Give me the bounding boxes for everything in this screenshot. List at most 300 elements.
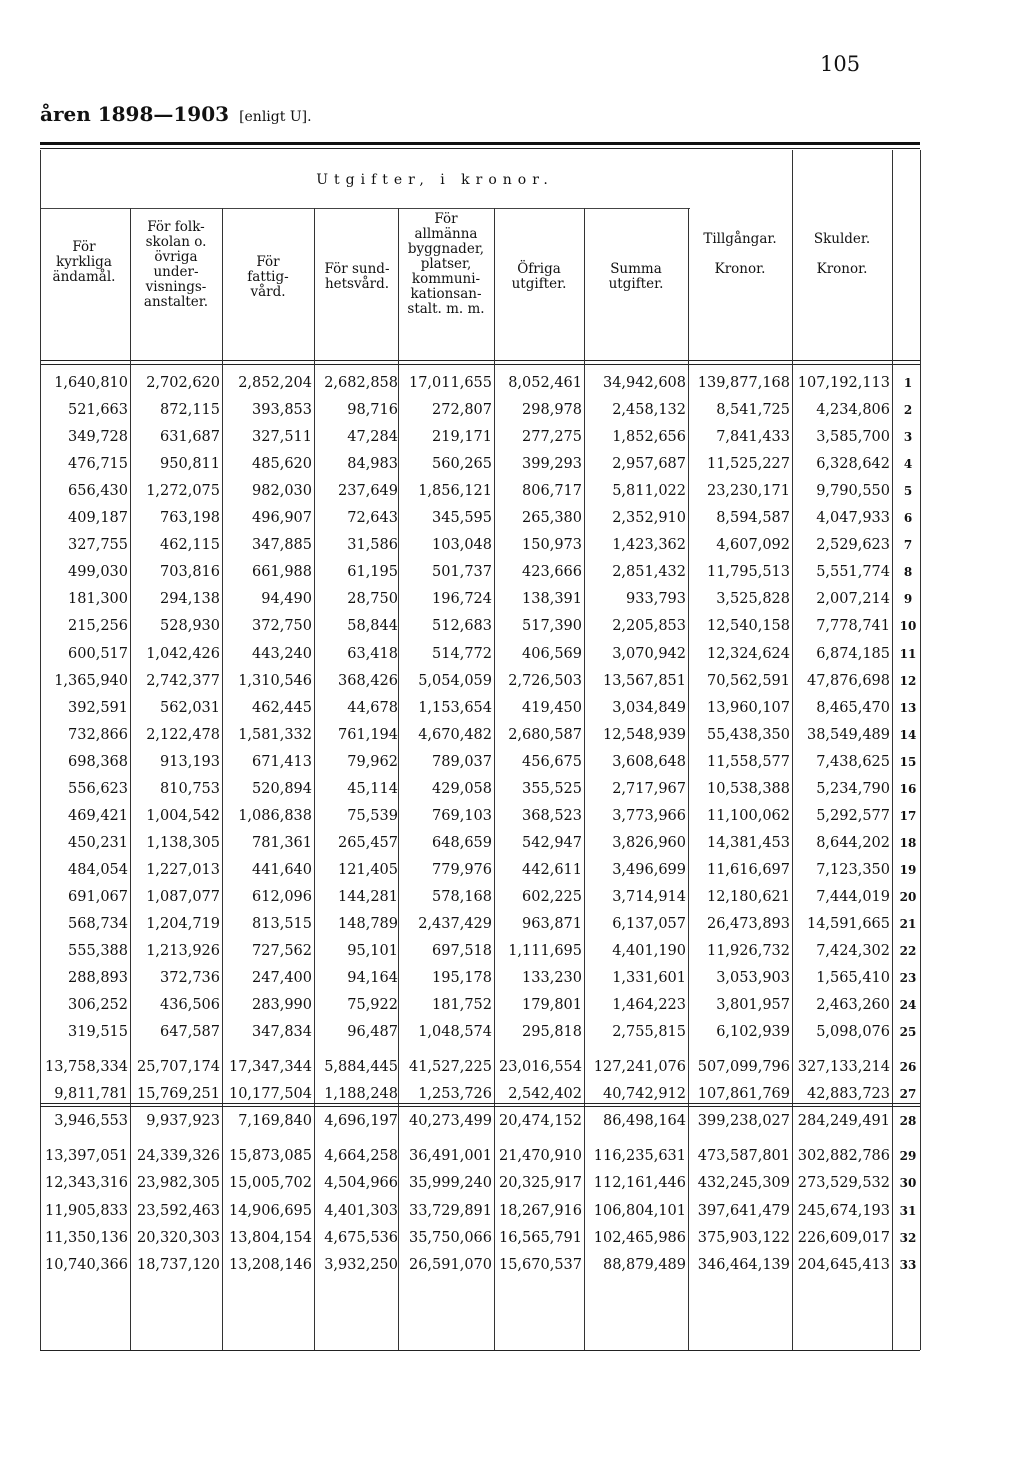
table-cell: 349,728 — [68, 429, 128, 446]
bottom-rule — [40, 1350, 920, 1351]
table-cell: 150,973 — [522, 537, 582, 554]
table-cell: 10,177,504 — [228, 1086, 312, 1103]
table-cell: 95,101 — [347, 943, 398, 960]
table-cell: 11,905,833 — [44, 1202, 128, 1219]
table-cell: 5,551,774 — [816, 564, 890, 581]
table-cell: 144,281 — [338, 888, 398, 905]
table-cell: 245,674,193 — [797, 1202, 890, 1219]
table-cell: 1,111,695 — [508, 943, 582, 960]
table-cell: 8,594,587 — [716, 510, 790, 527]
table-row — [0, 992, 1024, 1019]
table-cell: 442,611 — [522, 861, 582, 878]
table-cell: 70,562,591 — [706, 672, 790, 689]
table-row — [0, 857, 1024, 884]
table-cell: 31,586 — [347, 537, 398, 554]
table-cell: 6,874,185 — [816, 645, 890, 662]
table-cell: 8,644,202 — [816, 834, 890, 851]
row-number: 8 — [903, 565, 913, 580]
table-cell: 47,284 — [347, 429, 398, 446]
table-cell: 469,421 — [68, 807, 128, 824]
table-row — [0, 776, 1024, 803]
table-cell: 2,702,620 — [146, 375, 220, 391]
row-number: 13 — [899, 700, 917, 715]
top-rule — [40, 142, 920, 145]
header-allmanna-byggnader: För allmänna byggnader, platser, kommuni- kationsan- stalt. m. m. — [407, 211, 485, 317]
table-cell: 441,640 — [252, 861, 312, 878]
header-folkskolan: För folk- skolan o. övriga under- visnings- anstalter. — [143, 219, 209, 310]
table-row — [0, 370, 1024, 397]
table-row — [0, 911, 1024, 938]
table-cell: 25,707,174 — [136, 1059, 220, 1076]
row-number: 29 — [899, 1149, 917, 1164]
table-cell: 23,230,171 — [706, 483, 790, 500]
row-number: 28 — [899, 1114, 917, 1129]
table-cell: 3,801,957 — [716, 997, 790, 1014]
row-number: 24 — [899, 998, 917, 1013]
table-cell: 294,138 — [160, 591, 220, 608]
table-cell: 11,525,227 — [706, 456, 790, 473]
table-cell: 1,272,075 — [146, 483, 220, 500]
table-cell: 204,645,413 — [797, 1256, 890, 1273]
table-cell: 462,115 — [160, 537, 220, 554]
table-cell: 5,054,059 — [418, 672, 492, 689]
table-cell: 14,381,453 — [706, 834, 790, 851]
table-row — [0, 505, 1024, 532]
table-cell: 671,413 — [252, 753, 312, 770]
table-cell: 319,515 — [68, 1024, 128, 1041]
table-cell: 18,737,120 — [136, 1256, 220, 1273]
table-row — [0, 532, 1024, 559]
table-cell: 3,053,903 — [716, 970, 790, 987]
table-cell: 3,070,942 — [612, 645, 686, 662]
table-cell: 436,506 — [160, 997, 220, 1014]
table-cell: 295,818 — [522, 1024, 582, 1041]
table-cell: 562,031 — [160, 699, 220, 716]
table-row — [0, 884, 1024, 911]
table-cell: 781,361 — [252, 834, 312, 851]
table-row — [0, 1108, 1024, 1135]
table-cell: 4,670,482 — [418, 726, 492, 743]
table-cell: 9,937,923 — [146, 1113, 220, 1130]
table-cell: 7,438,625 — [816, 753, 890, 770]
row-number: 10 — [899, 619, 917, 634]
table-cell: 103,048 — [432, 537, 492, 554]
header-sundhetsvard: För sund- hetsvård. — [324, 261, 390, 292]
table-cell: 1,048,574 — [418, 1024, 492, 1041]
table-cell: 10,538,388 — [706, 780, 790, 797]
table-cell: 2,542,402 — [508, 1086, 582, 1103]
table-cell: 4,401,303 — [324, 1202, 398, 1219]
table-cell: 12,548,939 — [602, 726, 686, 743]
table-cell: 347,834 — [252, 1024, 312, 1041]
table-cell: 485,620 — [252, 456, 312, 473]
table-cell: 2,205,853 — [612, 618, 686, 635]
table-cell: 34,942,608 — [602, 375, 686, 391]
table-cell: 1,565,410 — [816, 970, 890, 987]
table-cell: 7,778,741 — [816, 618, 890, 635]
table-cell: 355,525 — [522, 780, 582, 797]
table-cell: 450,231 — [68, 834, 128, 851]
table-cell: 542,947 — [522, 834, 582, 851]
table-cell: 133,230 — [522, 970, 582, 987]
row-number: 7 — [903, 538, 913, 553]
table-cell: 1,581,332 — [238, 726, 312, 743]
table-cell: 520,894 — [252, 780, 312, 797]
row-number: 6 — [903, 511, 913, 526]
top-rule-thin — [40, 148, 920, 149]
table-cell: 3,826,960 — [612, 834, 686, 851]
table-cell: 14,591,665 — [806, 916, 890, 932]
table-cell: 272,807 — [432, 402, 492, 419]
table-cell: 1,253,726 — [418, 1086, 492, 1103]
table-cell: 399,293 — [522, 456, 582, 473]
table-cell: 40,273,499 — [408, 1113, 492, 1130]
table-cell: 94,164 — [347, 970, 398, 987]
table-row — [0, 1252, 1024, 1279]
table-cell: 698,368 — [68, 753, 128, 770]
table-cell: 102,465,986 — [593, 1229, 686, 1246]
table-cell: 94,490 — [261, 591, 312, 608]
table-cell: 106,804,101 — [593, 1202, 686, 1219]
table-cell: 4,696,197 — [324, 1113, 398, 1130]
table-cell: 2,957,687 — [612, 456, 686, 473]
table-cell: 23,982,305 — [136, 1175, 220, 1192]
table-cell: 61,195 — [347, 564, 398, 581]
table-cell: 7,444,019 — [816, 888, 890, 905]
table-cell: 2,122,478 — [146, 726, 220, 743]
table-cell: 806,717 — [522, 483, 582, 500]
table-cell: 423,666 — [522, 564, 582, 581]
table-cell: 11,558,577 — [706, 753, 790, 770]
table-cell: 12,540,158 — [706, 618, 790, 635]
table-cell: 2,755,815 — [612, 1024, 686, 1041]
table-cell: 5,811,022 — [612, 483, 686, 500]
table-cell: 1,153,654 — [418, 699, 492, 716]
row-number: 17 — [899, 808, 917, 823]
table-cell: 7,169,840 — [238, 1113, 312, 1130]
table-cell: 1,086,838 — [238, 807, 312, 824]
table-cell: 372,750 — [252, 618, 312, 635]
table-cell: 8,052,461 — [508, 375, 582, 391]
row-number: 20 — [899, 889, 917, 904]
row-number: 15 — [899, 754, 917, 769]
table-cell: 3,946,553 — [54, 1113, 128, 1130]
summary-rule — [40, 1103, 920, 1104]
row-number: 32 — [899, 1230, 917, 1245]
table-cell: 283,990 — [252, 997, 312, 1014]
table-row — [0, 1198, 1024, 1225]
table-cell: 1,852,656 — [612, 429, 686, 446]
table-cell: 96,487 — [347, 1024, 398, 1041]
table-cell: 443,240 — [252, 645, 312, 662]
table-cell: 4,664,258 — [324, 1148, 398, 1165]
table-cell: 393,853 — [252, 402, 312, 419]
table-cell: 265,457 — [338, 834, 398, 851]
table-cell: 2,463,260 — [816, 997, 890, 1014]
table-cell: 2,742,377 — [146, 672, 220, 689]
table-cell: 55,438,350 — [706, 726, 790, 743]
table-cell: 20,474,152 — [498, 1113, 582, 1130]
header-ofriga-utgifter: Öfriga utgifter. — [511, 261, 567, 292]
table-cell: 3,714,914 — [612, 888, 686, 905]
table-cell: 10,740,366 — [44, 1256, 128, 1273]
table-cell: 517,390 — [522, 618, 582, 635]
table-cell: 215,256 — [68, 618, 128, 635]
table-cell: 1,423,362 — [612, 537, 686, 554]
table-cell: 399,238,027 — [697, 1113, 790, 1130]
table-cell: 2,352,910 — [612, 510, 686, 527]
table-cell: 11,795,513 — [706, 564, 790, 581]
table-cell: 23,016,554 — [498, 1059, 582, 1076]
table-cell: 727,562 — [252, 943, 312, 960]
table-cell: 1,856,121 — [418, 483, 492, 500]
row-number: 23 — [899, 971, 917, 986]
table-cell: 397,641,479 — [697, 1202, 790, 1219]
table-cell: 345,595 — [432, 510, 492, 527]
row-number: 16 — [899, 781, 917, 796]
table-cell: 5,098,076 — [816, 1024, 890, 1041]
table-row — [0, 478, 1024, 505]
table-cell: 288,893 — [68, 970, 128, 987]
table-row — [0, 749, 1024, 776]
table-cell: 16,565,791 — [498, 1229, 582, 1246]
table-cell: 3,034,849 — [612, 699, 686, 716]
table-cell: 2,437,429 — [418, 916, 492, 932]
table-row — [0, 695, 1024, 722]
table-cell: 24,339,326 — [136, 1148, 220, 1165]
table-row — [0, 1143, 1024, 1170]
table-cell: 3,585,700 — [816, 429, 890, 446]
table-row — [0, 1225, 1024, 1252]
row-number: 5 — [903, 484, 913, 499]
table-cell: 5,884,445 — [324, 1059, 398, 1076]
table-cell: 514,772 — [432, 645, 492, 662]
table-cell: 3,773,966 — [612, 807, 686, 824]
table-cell: 265,380 — [522, 510, 582, 527]
table-cell: 181,752 — [432, 997, 492, 1014]
table-row — [0, 830, 1024, 857]
table-cell: 107,192,113 — [797, 375, 890, 391]
table-cell: 28,750 — [347, 591, 398, 608]
table-cell: 112,161,446 — [593, 1175, 686, 1192]
table-cell: 237,649 — [338, 483, 398, 500]
table-cell: 138,391 — [522, 591, 582, 608]
table-cell: 656,430 — [68, 483, 128, 500]
group-header-rule — [40, 208, 690, 209]
table-cell: 219,171 — [432, 429, 492, 446]
table-cell: 769,103 — [432, 807, 492, 824]
table-cell: 13,397,051 — [44, 1148, 128, 1165]
table-cell: 950,811 — [160, 456, 220, 473]
table-cell: 6,102,939 — [716, 1024, 790, 1041]
row-number: 25 — [899, 1025, 917, 1040]
page-number: 105 — [820, 52, 861, 76]
table-cell: 432,245,309 — [697, 1175, 790, 1192]
table-cell: 473,587,801 — [697, 1148, 790, 1165]
table-cell: 26,473,893 — [706, 916, 790, 932]
table-cell: 2,852,204 — [238, 375, 312, 391]
table-cell: 11,100,062 — [706, 807, 790, 824]
table-cell: 1,188,248 — [324, 1086, 398, 1103]
table-cell: 181,300 — [68, 591, 128, 608]
table-cell: 691,067 — [68, 888, 128, 905]
table-cell: 116,235,631 — [593, 1148, 686, 1165]
table-cell: 368,523 — [522, 807, 582, 824]
table-cell: 631,687 — [160, 429, 220, 446]
table-row — [0, 722, 1024, 749]
table-cell: 913,193 — [160, 753, 220, 770]
table-cell: 7,841,433 — [716, 429, 790, 446]
table-cell: 1,464,223 — [612, 997, 686, 1014]
table-cell: 88,879,489 — [602, 1256, 686, 1273]
table-cell: 79,962 — [347, 753, 398, 770]
table-cell: 556,623 — [68, 780, 128, 797]
table-cell: 98,716 — [347, 402, 398, 419]
table-cell: 763,198 — [160, 510, 220, 527]
heading-note: [enligt U]. — [239, 109, 312, 125]
table-row — [0, 613, 1024, 640]
table-cell: 84,983 — [347, 456, 398, 473]
table-cell: 406,569 — [522, 645, 582, 662]
table-cell: 8,541,725 — [716, 402, 790, 419]
table-cell: 456,675 — [522, 753, 582, 770]
table-cell: 13,960,107 — [706, 699, 790, 716]
table-cell: 982,030 — [252, 483, 312, 500]
table-cell: 20,320,303 — [136, 1229, 220, 1246]
table-cell: 148,789 — [338, 916, 398, 932]
table-cell: 26,591,070 — [408, 1256, 492, 1273]
table-cell: 121,405 — [338, 861, 398, 878]
table-cell: 195,178 — [432, 970, 492, 987]
table-cell: 41,527,225 — [408, 1059, 492, 1076]
row-number: 22 — [899, 944, 917, 959]
table-cell: 372,736 — [160, 970, 220, 987]
table-cell: 2,682,858 — [324, 375, 398, 391]
table-cell: 40,742,912 — [602, 1086, 686, 1103]
table-cell: 17,011,655 — [408, 375, 492, 391]
summary-rule-2 — [40, 1106, 920, 1107]
table-row — [0, 424, 1024, 451]
table-cell: 555,388 — [68, 943, 128, 960]
table-cell: 661,988 — [252, 564, 312, 581]
table-row — [0, 938, 1024, 965]
row-number: 12 — [899, 673, 917, 688]
table-cell: 528,930 — [160, 618, 220, 635]
table-cell: 7,123,350 — [816, 861, 890, 878]
table-cell: 1,331,601 — [612, 970, 686, 987]
table-cell: 496,907 — [252, 510, 312, 527]
table-cell: 484,054 — [68, 861, 128, 878]
table-cell: 703,816 — [160, 564, 220, 581]
table-row — [0, 668, 1024, 695]
table-cell: 2,680,587 — [508, 726, 582, 743]
table-row — [0, 559, 1024, 586]
table-cell: 21,470,910 — [498, 1148, 582, 1165]
table-cell: 13,567,851 — [602, 672, 686, 689]
table-row — [0, 1054, 1024, 1081]
table-cell: 1,138,305 — [146, 834, 220, 851]
table-row — [0, 1081, 1024, 1108]
table-cell: 327,133,214 — [797, 1059, 890, 1076]
table-cell: 600,517 — [68, 645, 128, 662]
table-cell: 2,458,132 — [612, 402, 686, 419]
header-summa-utgifter: Summa utgifter. — [608, 261, 664, 292]
row-number: 18 — [899, 835, 917, 850]
table-cell: 18,267,916 — [498, 1202, 582, 1219]
table-cell: 1,310,546 — [238, 672, 312, 689]
table-cell: 507,099,796 — [697, 1059, 790, 1076]
table-cell: 72,643 — [347, 510, 398, 527]
row-number: 4 — [903, 457, 913, 472]
table-cell: 4,047,933 — [816, 510, 890, 527]
table-cell: 963,871 — [522, 916, 582, 932]
table-cell: 12,343,316 — [44, 1175, 128, 1192]
table-cell: 612,096 — [252, 888, 312, 905]
table-cell: 501,737 — [432, 564, 492, 581]
table-cell: 86,498,164 — [602, 1113, 686, 1130]
table-cell: 872,115 — [160, 402, 220, 419]
table-cell: 1,042,426 — [146, 645, 220, 662]
table-cell: 327,511 — [252, 429, 312, 446]
page-heading — [40, 102, 312, 126]
table-cell: 20,325,917 — [498, 1175, 582, 1192]
table-cell: 1,204,719 — [146, 916, 220, 932]
table-row — [0, 965, 1024, 992]
table-cell: 13,804,154 — [228, 1229, 312, 1246]
table-cell: 38,549,489 — [806, 726, 890, 743]
row-number: 19 — [899, 862, 917, 877]
table-cell: 42,883,723 — [806, 1086, 890, 1103]
table-cell: 139,877,168 — [697, 375, 790, 391]
table-cell: 15,670,537 — [498, 1256, 582, 1273]
row-number: 27 — [899, 1087, 917, 1102]
table-cell: 6,328,642 — [816, 456, 890, 473]
group-header: Utgifter, i kronor. — [316, 172, 554, 188]
table-cell: 33,729,891 — [408, 1202, 492, 1219]
table-cell: 2,007,214 — [816, 591, 890, 608]
table-row — [0, 641, 1024, 668]
table-cell: 4,234,806 — [816, 402, 890, 419]
row-number: 33 — [899, 1257, 917, 1272]
table-cell: 409,187 — [68, 510, 128, 527]
table-cell: 1,365,940 — [54, 672, 128, 689]
row-number: 31 — [899, 1203, 917, 1218]
table-cell: 13,208,146 — [228, 1256, 312, 1273]
table-cell: 306,252 — [68, 997, 128, 1014]
table-cell: 15,769,251 — [136, 1086, 220, 1103]
row-number: 1 — [903, 376, 913, 390]
table-cell: 196,724 — [432, 591, 492, 608]
table-cell: 9,790,550 — [816, 483, 890, 500]
table-cell: 45,114 — [347, 780, 398, 797]
table-cell: 2,726,503 — [508, 672, 582, 689]
table-cell: 933,793 — [626, 591, 686, 608]
table-cell: 13,758,334 — [44, 1059, 128, 1076]
table-cell: 4,675,536 — [324, 1229, 398, 1246]
table-cell: 11,616,697 — [706, 861, 790, 878]
table-cell: 35,750,066 — [408, 1229, 492, 1246]
table-cell: 284,249,491 — [797, 1113, 890, 1130]
table-cell: 1,227,013 — [146, 861, 220, 878]
table-cell: 5,234,790 — [816, 780, 890, 797]
header-bottom-rule — [40, 360, 920, 361]
table-cell: 36,491,001 — [408, 1148, 492, 1165]
table-row — [0, 803, 1024, 830]
table-cell: 298,978 — [522, 402, 582, 419]
table-row — [0, 397, 1024, 424]
table-cell: 327,755 — [68, 537, 128, 554]
table-row — [0, 1019, 1024, 1046]
